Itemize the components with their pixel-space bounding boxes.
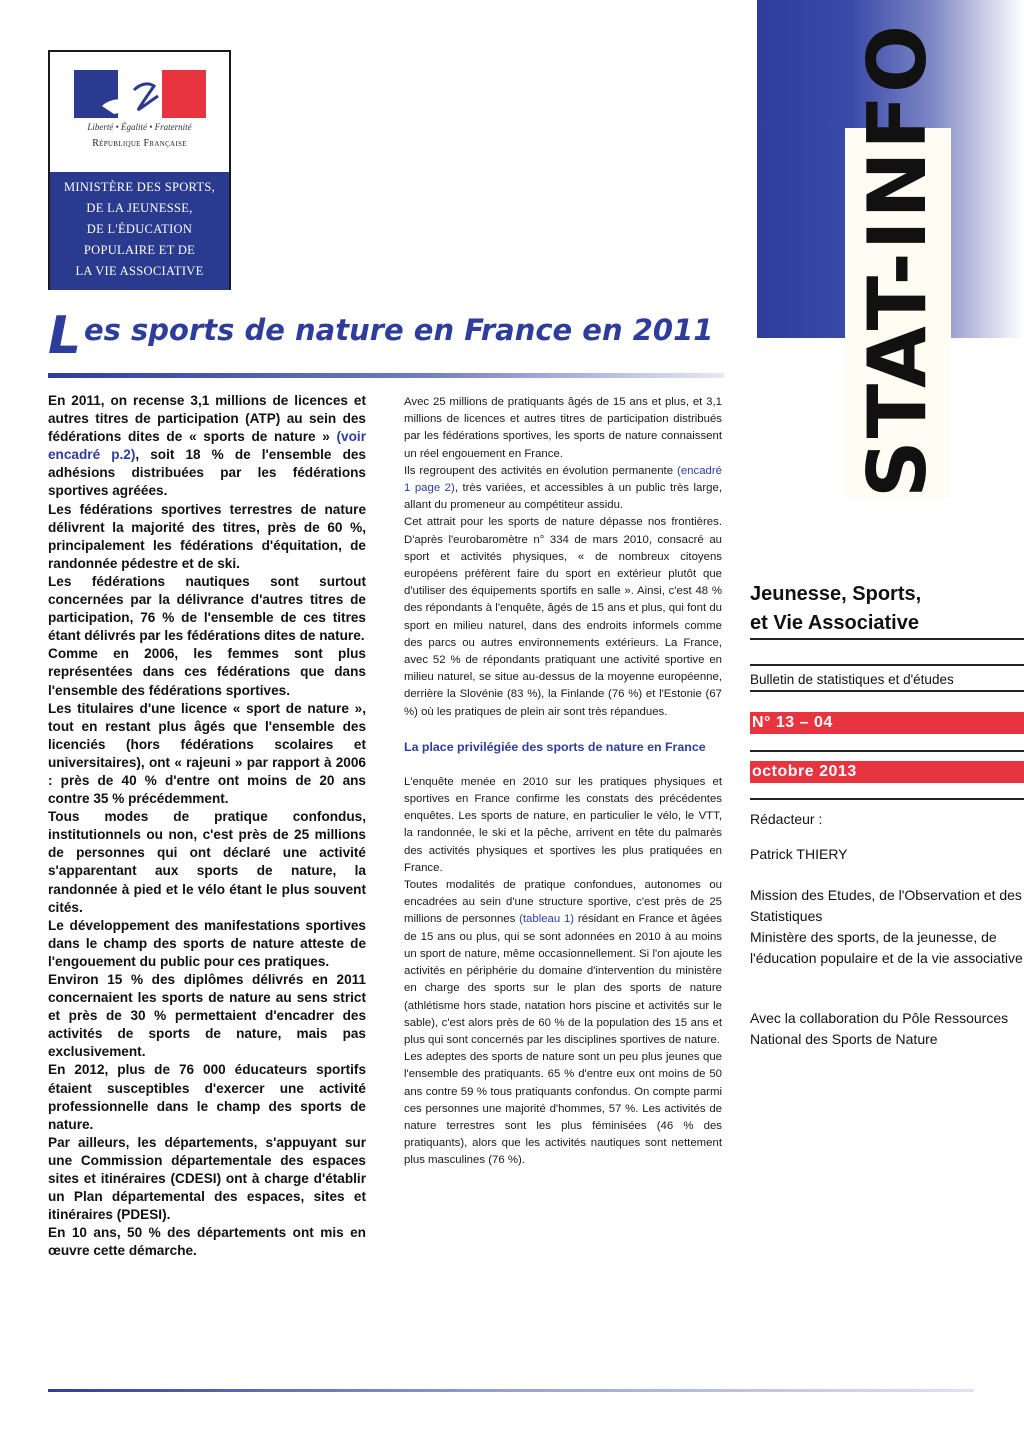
issue-number: N° 13 – 04 bbox=[750, 712, 1024, 734]
collaboration-note: Avec la collaboration du Pôle Ressources National des Sports de Nature bbox=[750, 1010, 1009, 1047]
ministry-line: DE LA JEUNESSE, bbox=[86, 201, 193, 215]
republic-emblem bbox=[50, 52, 229, 172]
paragraph-text: L'enquête menée en 2010 sur les pratiques physiques et sportives en France confirme les constats des précédentes enquêtes. Les sports de nature, en particulier le vélo, le VTT, la randonnée, le ski et la pêche, arrivent en tête du palmarès des activités physiques et sportives les plus pratiquées en France. bbox=[404, 775, 722, 874]
paragraph-text: Les fédérations nautiques sont surtout concernées par la délivrance d'autres titres de participation, 76 % de l'ensemble de ces titres étant délivrés par les fédérations dites de nature. bbox=[48, 573, 366, 644]
paragraph-text: Cet attrait pour les sports de nature dépasse nos frontières. D'après l'eurobaromètre n° 334 de mars 2010, consacré au sport et activités physiques, « de nombreux citoyens européens préfèrent faire du sport en extérieur plutôt que d'utiliser des équipements sportifs en salle ». Ainsi, c'est 48 % des répondants à l'enquête, âgés de 15 ans et plus, qui font du sport en milieu naturel, dans des endroits informels comme des parcs ou autres environnements extérieurs. La France, avec 52 % de répondants pratiquant une activité sportive en milieu naturel, se situe au-dessus de la moyenne européenne, derrière la Slovénie (83 %), la Finlande (76 %) et l'Estonie (67 %) où les pratiques de plein air sont très répandues. bbox=[404, 516, 722, 718]
editor-name: Patrick THIERY bbox=[750, 846, 848, 862]
paragraph-text: Ils regroupent des activités en évolution permanente bbox=[404, 464, 678, 477]
paragraph bbox=[404, 1049, 722, 1169]
ministry-logo bbox=[48, 50, 231, 290]
paragraph bbox=[48, 573, 366, 645]
paragraph bbox=[48, 501, 366, 573]
paragraph-text: Le développement des manifestations sportives dans le champ des sports de nature atteste de l'engouement du public pour ces pratiques. bbox=[48, 917, 366, 969]
paragraph-text: Environ 15 % des diplômes délivrés en 2011 concernaient les sports de nature au sens strict et près de 30 % permettaient d'encadrer des activités de sports de nature, mais pas exclusivement. bbox=[48, 972, 366, 1060]
stat-info-logo: STAT-INFO bbox=[851, 22, 944, 498]
ministry-info: Ministère des sports, de la jeunesse, de l'éducation populaire et de la vie associative bbox=[750, 929, 1023, 966]
paragraph-text: Tous modes de pratique confondus, institutionnels ou non, c'est près de 25 millions de personnes qui ont déclaré une activité s'apparentant aux sports de nature, la randonnée à pied et le vélo étant le plus souvent cités. bbox=[48, 809, 366, 915]
title-initial: L bbox=[48, 306, 82, 366]
paragraph bbox=[404, 877, 722, 1049]
divider bbox=[750, 664, 1024, 666]
issue-date: octobre 2013 bbox=[750, 761, 1024, 783]
paragraph-text: Avec 25 millions de pratiquants âgés de 15 ans et plus, et 3,1 millions de licences et autres titres de participation distribués par les fédérations sportives, les sports de nature connaissent un réel engouement en France. bbox=[404, 396, 722, 460]
paragraph-text: Les titulaires d'une licence « sport de nature », tout en restant plus âgés que l'ensemble des licenciés (hors fédérations scolaires et universitaires), ont « rajeuni » par rapport à 2006 : près de 40 % d'entre ont moins de 20 ans contre 35 % précédemment. bbox=[48, 700, 366, 807]
paragraph-text: En 10 ans, 50 % des départements ont mis en œuvre cette démarche. bbox=[48, 1225, 366, 1259]
divider bbox=[750, 798, 1024, 800]
paragraph-text: Comme en 2006, les femmes sont plus représentées dans ces fédérations que dans l'ensemble des fédérations sportives. bbox=[48, 646, 366, 698]
publication-title-line: Jeunesse, Sports, bbox=[750, 583, 922, 605]
page-title: es sports de nature en France en 2011 bbox=[84, 313, 714, 347]
paragraph bbox=[48, 808, 366, 917]
paragraph bbox=[404, 463, 722, 515]
paragraph-text: , soit 18 % de l'ensemble des adhésions distribuées par les fédérations sportives agréées. bbox=[48, 447, 366, 499]
divider bbox=[750, 638, 1024, 640]
paragraph bbox=[48, 645, 366, 699]
divider bbox=[750, 690, 1024, 692]
paragraph-text: Les adeptes des sports de nature sont un peu plus jeunes que l'ensemble des pratiquants. 65 % d'entre eux ont moins de 50 ans contre 59 % tous pratiquants confondus. On compte parmi ces personnes une majorité d'hommes, 57 %. Les activités de nature terrestres sont les plus féminisées (46 % des pratiquants), alors que les activités nautiques sont nettement plus masculines (76 %). bbox=[404, 1051, 722, 1167]
paragraph-text: En 2012, plus de 76 000 éducateurs sportifs étaient susceptibles d'exercer une activité professionnelle dans le champ des sports de nature. bbox=[48, 1062, 366, 1132]
paragraph-text: Les fédérations sportives terrestres de nature délivrent la majorité des titres, près de 60 %, principalement les fédérations d'équitation, de randonnée pédestre et de ski. bbox=[48, 501, 366, 571]
paragraph bbox=[404, 774, 722, 877]
motto: Liberté • Égalité • Fraternité bbox=[87, 122, 192, 132]
section-heading: La place privilégiée des sports de nature en France bbox=[404, 739, 706, 754]
paragraph-text: Toutes modalités de pratique confondues, autonomes ou encadrées au sein d'une structure sportive, c'est près de 25 millions de personnes bbox=[404, 879, 722, 926]
summary-column bbox=[48, 392, 366, 1261]
publication-info bbox=[750, 580, 1024, 1047]
paragraph bbox=[48, 700, 366, 809]
body-column bbox=[404, 394, 722, 1170]
cross-reference-link[interactable]: (voir encadré p.2) bbox=[48, 429, 366, 463]
paragraph bbox=[48, 1061, 366, 1133]
paragraph-text: , très variées, et accessibles à un public très large, allant du promeneur au compétiteur assidu. bbox=[404, 482, 722, 512]
paragraph bbox=[48, 392, 366, 501]
ministry-line: LA VIE ASSOCIATIVE bbox=[75, 264, 204, 278]
paragraph bbox=[48, 1224, 366, 1260]
ministry-line: POPULAIRE ET DE bbox=[83, 243, 196, 257]
paragraph-text: résidant en France et âgées de 15 ans ou plus, qui se sont adonnées en 2010 à au moins un sport de nature, même occasionnellement. Si l'on ajoute les activités en périphérie du domaine d'intervention du ministère en charge des sports sur le plan des sports de nature (athlétisme hors stade, natation hors piscine et activités sur le sable), c'est alors près de 60 % de la population des 15 ans et plus qui sont concernés par les disciplines sportives de nature. bbox=[404, 913, 722, 1046]
marianne-icon bbox=[74, 70, 206, 118]
divider bbox=[750, 750, 1024, 752]
editor-label: Rédacteur : bbox=[750, 811, 823, 827]
title-underline bbox=[48, 373, 724, 378]
ministry-line: DE L'ÉDUCATION bbox=[86, 222, 193, 236]
bulletin-label: Bulletin de statistiques et d'études bbox=[750, 672, 954, 687]
publication-title-line: et Vie Associative bbox=[750, 612, 919, 634]
paragraph bbox=[48, 1134, 366, 1224]
paragraph bbox=[404, 394, 722, 463]
footer-rule bbox=[48, 1389, 974, 1392]
paragraph-text: Par ailleurs, les départements, s'appuyant sur une Commission départementale des espaces sites et itinéraires (CDESI) ont à charge d'établir un Plan départemental des espaces, sites et itinéraires (PDESI). bbox=[48, 1134, 366, 1223]
publication-title bbox=[750, 580, 1024, 638]
paragraph bbox=[404, 514, 722, 720]
cross-reference-link[interactable]: (tableau 1) bbox=[519, 913, 575, 926]
paragraph bbox=[48, 917, 366, 971]
cross-reference-link[interactable]: (encadré 1 page 2) bbox=[404, 464, 722, 495]
republic-label: République Française bbox=[92, 138, 187, 149]
ministry-name bbox=[50, 172, 229, 290]
paragraph-text: En 2011, on recense 3,1 millions de licences et autres titres de participation (ATP) au sein des fédérations dites de « sports de nature » bbox=[48, 393, 366, 445]
ministry-line: MINISTÈRE DES SPORTS, bbox=[63, 180, 216, 194]
paragraph bbox=[48, 971, 366, 1061]
mission-name: Mission des Etudes, de l'Observation et des Statistiques bbox=[750, 887, 1022, 924]
